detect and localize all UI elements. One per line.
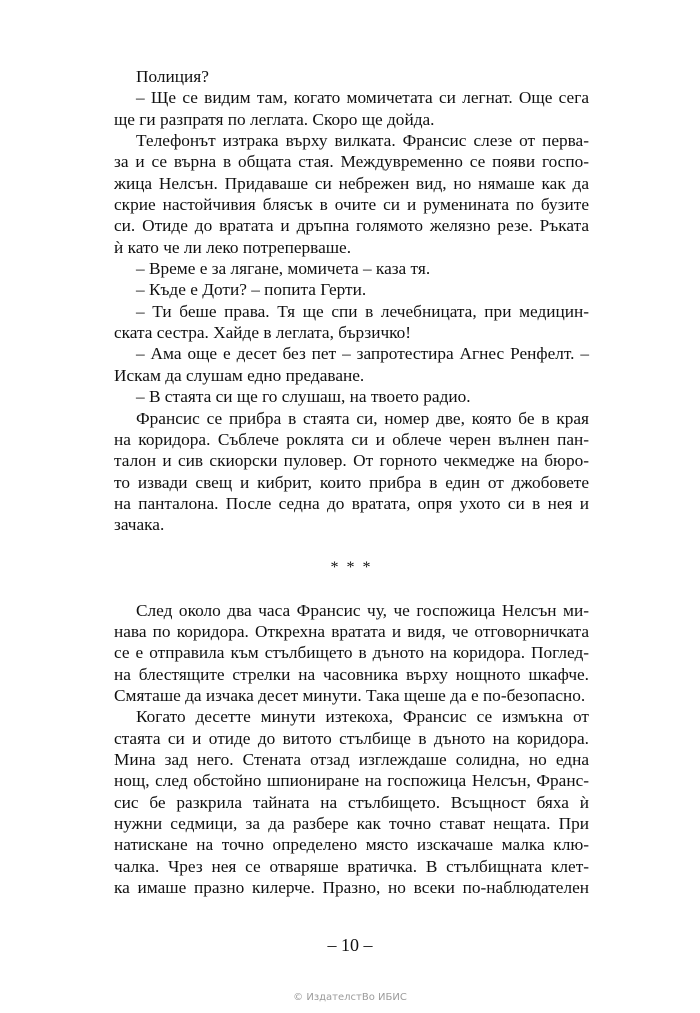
text-line: чалка. Чрез нея се отваряше вратичка. В стълбищната клет- xyxy=(114,856,589,876)
text-line: – Време е за лягане, момичета – каза тя. xyxy=(136,259,431,279)
section-separator: * * * xyxy=(330,558,373,576)
text-line: нужни седмици, за да разбере как точно стават нещата. При xyxy=(114,814,589,833)
text-line: – Ще се видим там, когато момичетата си легнат. Още сега xyxy=(136,88,589,108)
text-line: нава по коридора. Открехна вратата и видя, че отговорничката xyxy=(114,621,589,641)
text-line: – Ти беше права. Тя ще спи в лечебницата, при медицин- xyxy=(136,301,589,321)
text-line: нощ, след обстойно шпиониране на госпожица Нелсън, Франс- xyxy=(114,771,589,791)
text-line: на блестящите стрелки на часовника върху нощното шкафче. xyxy=(114,664,589,684)
text-line: натискане на точно определено място изскачаше малка клю- xyxy=(114,835,589,855)
text-line: стаята си и отиде до витото стълбище в дъното на коридора. xyxy=(114,728,589,748)
text-line: Мина зад него. Стената отзад изглеждаше солидна, но една xyxy=(114,749,589,769)
page-body xyxy=(114,66,589,898)
text-line: Когато десетте минути изтекоха, Франсис се измъкна от xyxy=(136,707,589,727)
text-block-1 xyxy=(114,66,589,536)
text-line: – Ама още е десет без пет – запротестира Агнес Ренфелт. – xyxy=(136,344,589,364)
text-line: ската сестра. Хайде в леглата, бързичко! xyxy=(114,323,412,343)
text-block-2 xyxy=(114,600,589,899)
text-line: на панталона. После седна до вратата, опря ухото си в нея и xyxy=(114,493,589,513)
text-line: си. Отиде до вратата и дръпна голямото желязно резе. Ръката xyxy=(114,216,589,236)
text-line: се е отправила към стълбището в дъното на коридора. Поглед- xyxy=(114,643,589,663)
text-line: сис бе разкрила тайната на стълбището. Всъщност бяха ѝ xyxy=(114,792,589,812)
text-line: за и се върна в общата стая. Междувременно се появи госпо- xyxy=(114,152,589,172)
text-line: на коридора. Съблече роклята си и облече черен вълнен пан- xyxy=(114,429,589,449)
text-line: Телефонът изтрака върху вилката. Франсис слезе от перва- xyxy=(136,131,589,151)
page-number: – 10 – xyxy=(327,935,373,955)
text-line: Полиция? xyxy=(136,67,209,86)
text-line: ѝ като че ли леко потреперваше. xyxy=(114,237,352,257)
text-line: Искам да слушам едно предаване. xyxy=(114,365,365,385)
text-line: Смяташе да изчака десет минути. Така щеше да е по-безопасно. xyxy=(114,685,586,705)
text-line: – Къде е Доти? – попита Герти. xyxy=(136,280,367,300)
text-line: скрие настойчивия блясък в очите си и руменината по бузите xyxy=(114,195,589,215)
text-line: ка имаше празно килерче. Празно, но всеки по-наблюдателен xyxy=(114,878,589,898)
text-line: зачака. xyxy=(114,515,165,535)
text-line: Франсис се прибра в стаята си, номер две, която бе в края xyxy=(136,408,589,428)
text-line: талон и сив скиорски пуловер. От горното чекмедже на бюро- xyxy=(114,451,589,471)
text-line: жица Нелсън. Придаваше си небрежен вид, но нямаше как да xyxy=(114,173,589,193)
text-line: то извади свещ и кибрит, които прибра в един от джобовете xyxy=(114,472,589,492)
text-line: ще ги разпратя по леглата. Скоро ще дойда. xyxy=(114,109,435,129)
text-line: – В стаята си ще го слушаш, на твоето радио. xyxy=(136,387,471,407)
text-line: След около два часа Франсис чу, че госпожица Нелсън ми- xyxy=(136,600,589,620)
publisher-footer: © ИздателстВо ИБИС xyxy=(293,992,407,1003)
